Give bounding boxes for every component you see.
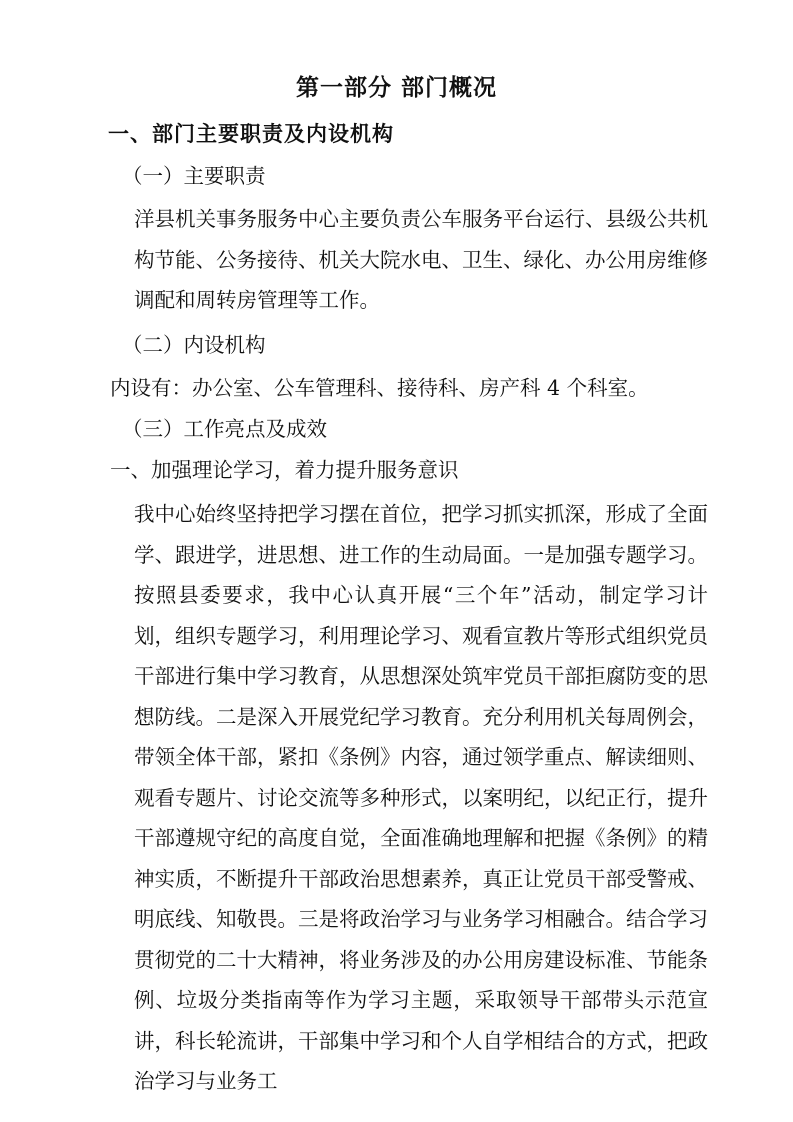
paragraph-duties bbox=[110, 199, 708, 321]
paragraph-duties-text: 洋县机关事务服务中心主要负责公车服务平台运行、县级公共机构节能、公务接待、机关大院水电、卫生、绿化、办公用房维修调配和周转房管理等工作。 bbox=[134, 207, 708, 312]
subsection-label-structure: （二）内设机构 bbox=[122, 333, 266, 357]
section-heading: 一、部门主要职责及内设机构 bbox=[108, 122, 394, 146]
paragraph-structure: 内设有：办公室、公车管理科、接待科、房产科 4 个科室。 bbox=[110, 376, 649, 400]
paragraph-highlights-text: 我中心始终坚持把学习摆在首位，把学习抓实抓深，形成了全面学、跟进学，进思想、进工作的生动局面。一是加强专题学习。按照县委要求，我中心认真开展“三个年”活动，制定学习计划，组织专题学习，利用理论学习、观看宣教片等形式组织党员干部进行集中学习教育，从思想深处筑牢党员干部拒腐防变的思想防线。二是深入开展党纪学习教育。充分利用机关每周例会，带领全体干部，紧扣《条例》内容，通过领学重点、解读细则、观看专题片、讨论交流等多种形式，以案明纪，以纪正行，提升干部遵规守纪的高度自觉，全面准确地理解和把握《条例》的精神实质，不断提升干部政治思想素养，真正让党员干部受警戒、明底线、知敬畏。三是将政治学习与业务学习相融合。结合学习贯彻党的二十大精神，将业务涉及的办公用房建设标准、节能条例、垃圾分类指南等作为学习主题，采取领导干部带头示范宣讲，科长轮流讲，干部集中学习和个人自学相结合的方式，把政治学习与业务工 bbox=[134, 502, 708, 1093]
page-title: 第一部分 部门概况 bbox=[295, 75, 497, 101]
subsection-label-highlights: （三）工作亮点及成效 bbox=[122, 417, 327, 441]
paragraph-highlights bbox=[110, 494, 708, 1102]
subsection-label-duties: （一）主要职责 bbox=[122, 164, 266, 188]
highlight-point-title: 一、加强理论学习，着力提升服务意识 bbox=[110, 458, 459, 482]
